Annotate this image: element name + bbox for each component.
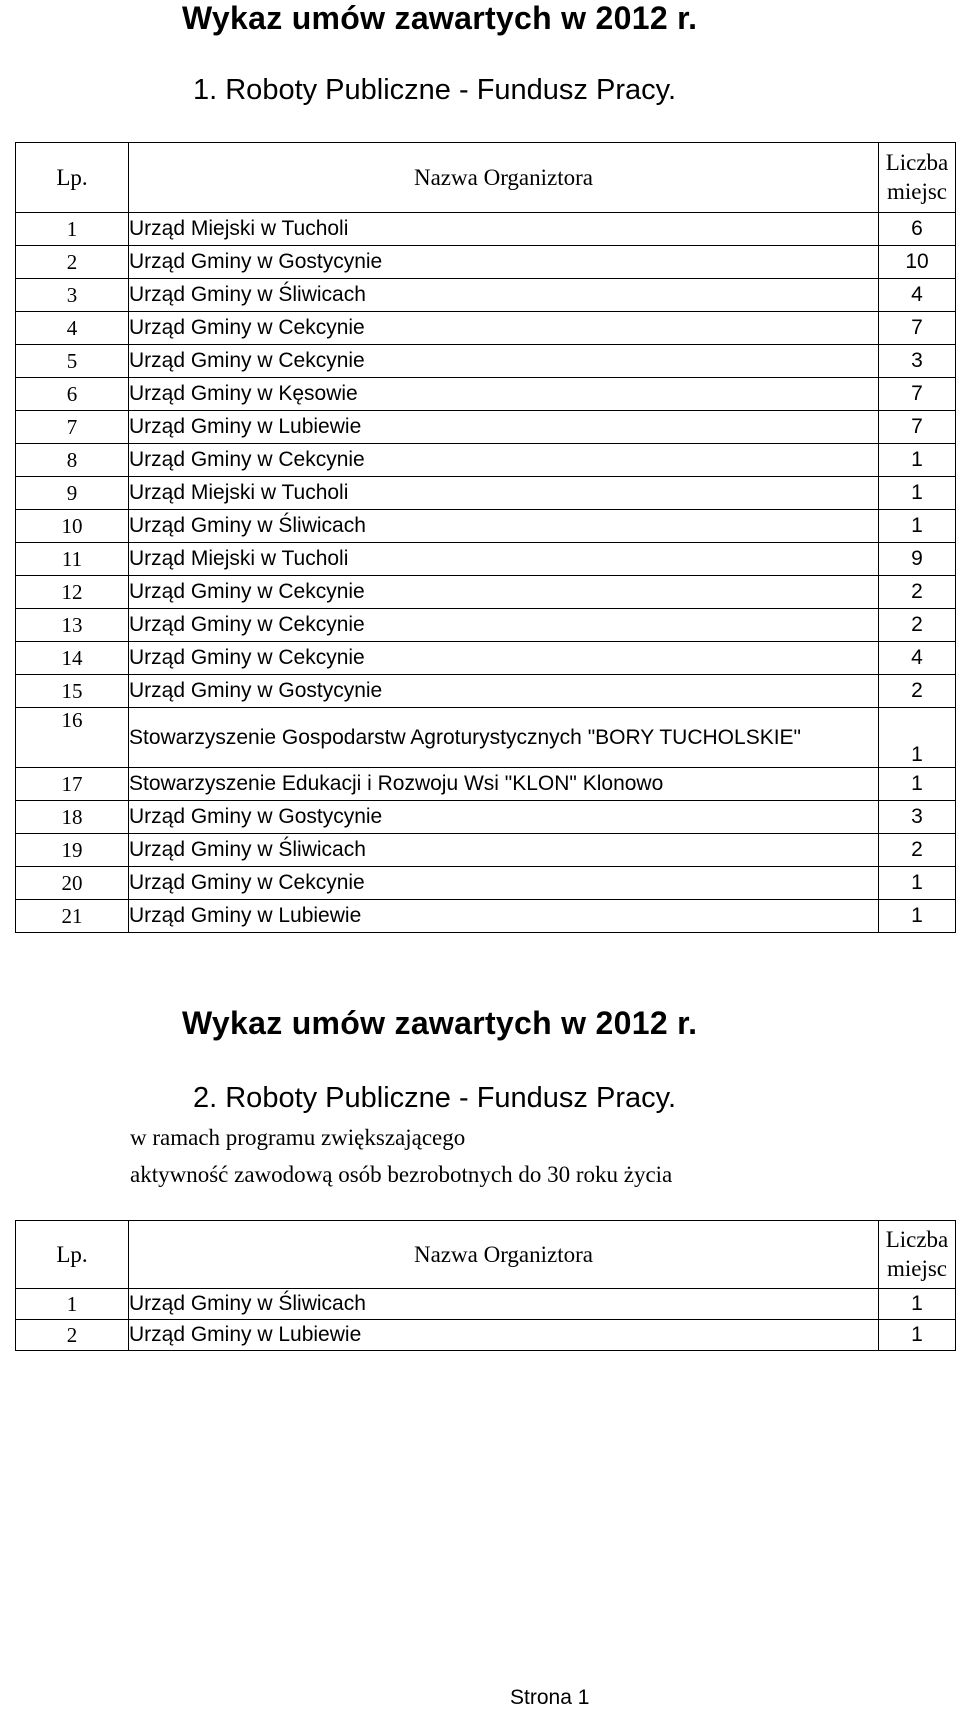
row-places-count: 2	[879, 675, 956, 708]
table-row	[16, 900, 956, 933]
row-organizer-name: Urząd Gminy w Cekcynie	[129, 312, 879, 345]
table-row	[16, 213, 956, 246]
row-places-count: 1	[879, 477, 956, 510]
row-organizer-name: Urząd Miejski w Tucholi	[129, 213, 879, 246]
row-organizer-name: Urząd Gminy w Śliwicach	[129, 510, 879, 543]
row-places-count: 7	[879, 312, 956, 345]
row-places-count: 1	[879, 900, 956, 933]
row-places-count: 4	[879, 279, 956, 312]
row-organizer-name: Urząd Gminy w Śliwicach	[129, 834, 879, 867]
row-lp: 7	[16, 411, 129, 444]
header-count-line1: Liczba	[885, 149, 949, 175]
row-organizer-name: Urząd Gminy w Gostycynie	[129, 246, 879, 279]
header-count-line2: miejsc	[886, 1255, 948, 1281]
row-organizer-name: Urząd Gminy w Cekcynie	[129, 642, 879, 675]
row-lp: 11	[16, 543, 129, 576]
table-row	[16, 444, 956, 477]
section1-header-row	[16, 143, 956, 213]
table-row	[16, 543, 956, 576]
row-lp: 1	[16, 1289, 129, 1320]
row-places-count: 7	[879, 378, 956, 411]
row-places-count: 2	[879, 609, 956, 642]
row-lp: 18	[16, 801, 129, 834]
table-row	[16, 279, 956, 312]
row-places-count: 3	[879, 801, 956, 834]
section2-header-row	[16, 1221, 956, 1289]
row-organizer-name: Urząd Miejski w Tucholi	[129, 477, 879, 510]
row-lp: 17	[16, 768, 129, 801]
row-lp: 16	[16, 708, 129, 768]
row-lp: 6	[16, 378, 129, 411]
row-organizer-name: Urząd Gminy w Lubiewie	[129, 411, 879, 444]
table-row	[16, 609, 956, 642]
row-organizer-name: Urząd Gminy w Cekcynie	[129, 867, 879, 900]
table-row	[16, 312, 956, 345]
row-organizer-name: Urząd Gminy w Cekcynie	[129, 576, 879, 609]
table-row	[16, 675, 956, 708]
row-organizer-name: Urząd Gminy w Śliwicach	[129, 279, 879, 312]
row-places-count: 1	[879, 1289, 956, 1320]
header-organizer-name: Nazwa Organiztora	[129, 1221, 879, 1289]
section2-table	[15, 1220, 956, 1351]
row-organizer-name: Urząd Gminy w Lubiewie	[129, 900, 879, 933]
table-row	[16, 411, 956, 444]
table-row	[16, 642, 956, 675]
table-row	[16, 708, 956, 768]
row-organizer-name: Urząd Gminy w Cekcynie	[129, 345, 879, 378]
section2-note-line2: aktywność zawodową osób bezrobotnych do 30 roku życia	[130, 1162, 673, 1187]
row-places-count: 3	[879, 345, 956, 378]
row-places-count: 10	[879, 246, 956, 279]
row-places-count: 2	[879, 834, 956, 867]
row-places-count: 1	[879, 1320, 956, 1351]
table-row	[16, 345, 956, 378]
row-organizer-name: Urząd Gminy w Śliwicach	[129, 1289, 879, 1320]
row-lp: 5	[16, 345, 129, 378]
row-lp: 2	[16, 246, 129, 279]
section2-title: Wykaz umów zawartych w 2012 r.	[182, 1005, 698, 1041]
header-lp: Lp.	[16, 1221, 129, 1289]
row-places-count: 1	[879, 867, 956, 900]
header-organizer-name: Nazwa Organiztora	[129, 143, 879, 213]
row-organizer-name: Urząd Miejski w Tucholi	[129, 543, 879, 576]
section2-subtitle: 2. Roboty Publiczne - Fundusz Pracy.	[193, 1082, 677, 1114]
table-row	[16, 378, 956, 411]
row-organizer-name: Urząd Gminy w Cekcynie	[129, 609, 879, 642]
table-row	[16, 1289, 956, 1320]
row-organizer-name: Urząd Gminy w Lubiewie	[129, 1320, 879, 1351]
row-lp: 15	[16, 675, 129, 708]
row-lp: 14	[16, 642, 129, 675]
section1-table	[15, 142, 956, 933]
row-lp: 12	[16, 576, 129, 609]
row-places-count: 7	[879, 411, 956, 444]
section2-note-line1: w ramach programu zwiększającego	[130, 1125, 466, 1150]
table-row	[16, 576, 956, 609]
row-lp: 10	[16, 510, 129, 543]
row-organizer-name: Urząd Gminy w Cekcynie	[129, 444, 879, 477]
row-lp: 2	[16, 1320, 129, 1351]
row-lp: 21	[16, 900, 129, 933]
table-row	[16, 867, 956, 900]
header-places-count	[879, 1221, 956, 1289]
header-count-line1: Liczba	[885, 1226, 949, 1252]
row-places-count: 1	[879, 768, 956, 801]
row-lp: 8	[16, 444, 129, 477]
row-organizer-name: Urząd Gminy w Kęsowie	[129, 378, 879, 411]
row-organizer-name: Stowarzyszenie Edukacji i Rozwoju Wsi "KLON" Klonowo	[129, 768, 879, 801]
row-lp: 19	[16, 834, 129, 867]
row-lp: 3	[16, 279, 129, 312]
row-organizer-name: Urząd Gminy w Gostycynie	[129, 675, 879, 708]
row-places-count: 1	[879, 510, 956, 543]
row-places-count: 4	[879, 642, 956, 675]
page-number: Strona 1	[510, 1686, 590, 1709]
row-places-count: 6	[879, 213, 956, 246]
row-lp: 20	[16, 867, 129, 900]
section1-title: Wykaz umów zawartych w 2012 r.	[182, 0, 698, 36]
row-places-count: 1	[879, 444, 956, 477]
row-organizer-name: Urząd Gminy w Gostycynie	[129, 801, 879, 834]
row-lp: 4	[16, 312, 129, 345]
row-places-count: 2	[879, 576, 956, 609]
row-organizer-name: Stowarzyszenie Gospodarstw Agroturystycznych "BORY TUCHOLSKIE"	[129, 708, 879, 768]
table-row	[16, 246, 956, 279]
table-row	[16, 1320, 956, 1351]
row-places-count: 1	[879, 708, 956, 768]
table-row	[16, 477, 956, 510]
row-lp: 9	[16, 477, 129, 510]
table-row	[16, 768, 956, 801]
header-places-count	[879, 143, 956, 213]
row-lp: 1	[16, 213, 129, 246]
table-row	[16, 801, 956, 834]
header-count-line2: miejsc	[886, 178, 948, 204]
row-places-count: 9	[879, 543, 956, 576]
header-lp: Lp.	[16, 143, 129, 213]
section1-subtitle: 1. Roboty Publiczne - Fundusz Pracy.	[193, 74, 677, 106]
table-row	[16, 834, 956, 867]
table-row	[16, 510, 956, 543]
row-lp: 13	[16, 609, 129, 642]
